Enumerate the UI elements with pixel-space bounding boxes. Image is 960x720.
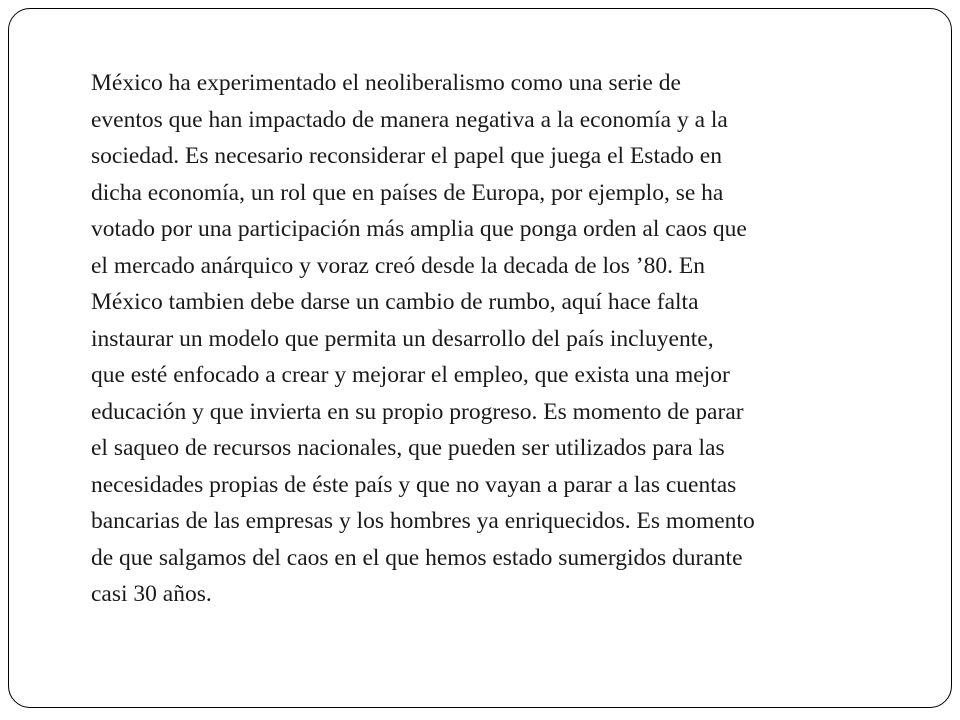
text-line-2: eventos que han impactado de manera negativa a la economía y a la (91, 106, 728, 133)
text-line-10: educación y que invierta en su propio progreso. Es momento de parar (91, 398, 744, 425)
text-line-7: México tambien debe darse un cambio de rumbo, aquí hace falta (91, 289, 699, 315)
slide-frame (8, 8, 952, 708)
text-line-11: el saqueo de recursos nacionales, que pueden ser utilizados para las (91, 435, 725, 461)
text-line-5: votado por una participación más amplia que ponga orden al caos que (91, 216, 747, 242)
text-line-15: casi 30 años. (91, 581, 212, 607)
text-line-8: instaurar un modelo que permita un desarrollo del país incluyente, (91, 325, 714, 352)
text-line-14: de que salgamos del caos en el que hemos estado sumergidos durante (91, 544, 743, 571)
text-line-12: necesidades propias de éste país y que no vayan a parar a las cuentas (91, 471, 737, 498)
text-line-9: que esté enfocado a crear y mejorar el empleo, que exista una mejor (91, 362, 730, 388)
body-paragraph (91, 65, 911, 613)
text-line-1: México ha experimentado el neoliberalismo como una serie de (91, 70, 681, 96)
text-line-13: bancarias de las empresas y los hombres ya enriquecidos. Es momento (91, 508, 755, 534)
text-line-4: dicha economía, un rol que en países de Europa, por ejemplo, se ha (91, 179, 724, 206)
text-line-6: el mercado anárquico y voraz creó desde la decada de los ’80. En (91, 252, 705, 279)
text-line-3: sociedad. Es necesario reconsiderar el papel que juega el Estado en (91, 143, 722, 169)
